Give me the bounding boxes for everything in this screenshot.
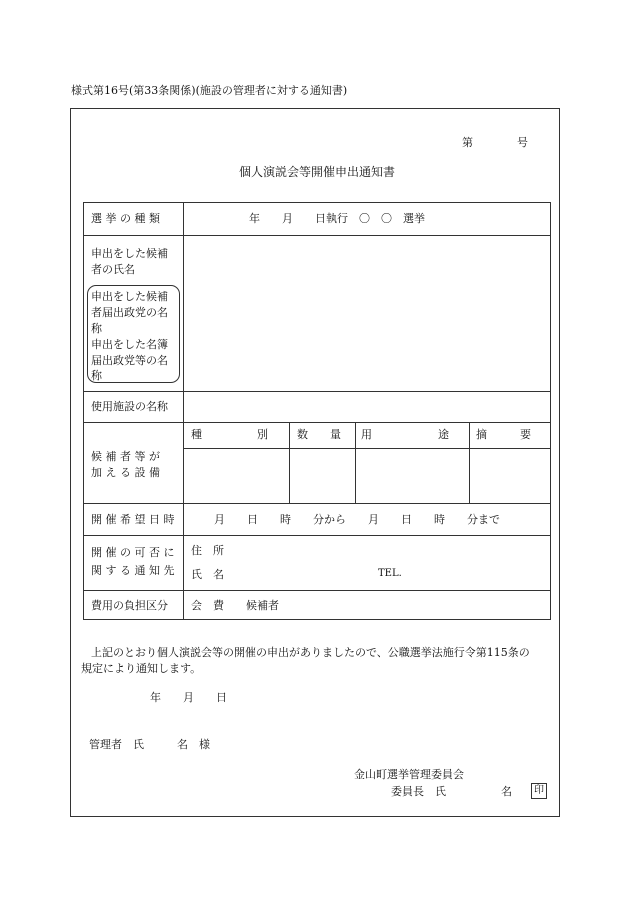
application-table	[83, 202, 551, 620]
candidate-label-1: 申出をした候補	[91, 247, 168, 260]
body-text-line-1: 上記のとおり個人演説会等の開催の申出がありましたので、公職選挙法施行令第115条の	[91, 646, 530, 659]
candidate-label-4: 者届出政党の名	[91, 306, 168, 319]
equipment-col-qty: 数 量	[297, 428, 341, 441]
candidate-label-7: 届出政党等の名	[91, 354, 168, 367]
candidate-label-8: 称	[91, 369, 102, 382]
form-number-header: 様式第16号(第33条関係)(施設の管理者に対する通知書)	[71, 84, 348, 97]
document-frame	[70, 108, 560, 817]
cost-label: 費用の負担区分	[91, 599, 168, 612]
election-type-value: 年 月 日執行 〇 〇 選挙	[249, 212, 425, 225]
equipment-label-2: 加 え る 設 備	[91, 466, 160, 479]
schedule-label: 開 催 希 望 日 時	[91, 513, 175, 526]
seal-mark: 印	[531, 783, 547, 799]
candidate-label-3: 申出をした候補	[91, 290, 168, 303]
equipment-col-summary: 摘 要	[476, 428, 531, 441]
notify-address: 住 所	[191, 544, 224, 557]
equipment-label-1: 候 補 者 等 が	[91, 450, 160, 463]
document-title: 個人演説会等開催申出通知書	[239, 165, 396, 179]
number-label: 第 号	[462, 136, 528, 149]
candidate-label-5: 称	[91, 322, 102, 335]
notify-name: 氏 名	[191, 568, 224, 581]
schedule-value: 月 日 時 分から 月 日 時 分まで	[214, 513, 500, 526]
addressee: 管理者 氏 名 様	[89, 738, 210, 751]
equipment-col-use: 用 途	[361, 428, 449, 441]
election-type-label: 選 挙 の 種 類	[91, 212, 160, 225]
candidate-label-2: 者の氏名	[91, 263, 135, 276]
facility-label: 使用施設の名称	[91, 400, 168, 413]
notification-date: 年 月 日	[150, 691, 227, 704]
issuer-organization: 金山町選挙管理委員会	[354, 768, 464, 781]
candidate-label-6: 申出をした名簿	[91, 338, 168, 351]
body-text-line-2: 規定により通知します。	[81, 662, 202, 675]
issuer-name: 委員長 氏 名	[391, 785, 512, 798]
cost-value: 会 費 候補者	[191, 599, 279, 612]
equipment-col-kind: 種 別	[191, 428, 268, 441]
notify-label-2: 関 す る 通 知 先	[91, 564, 175, 577]
notify-tel: TEL.	[378, 568, 402, 579]
notify-label-1: 開 催 の 可 否 に	[91, 546, 175, 559]
